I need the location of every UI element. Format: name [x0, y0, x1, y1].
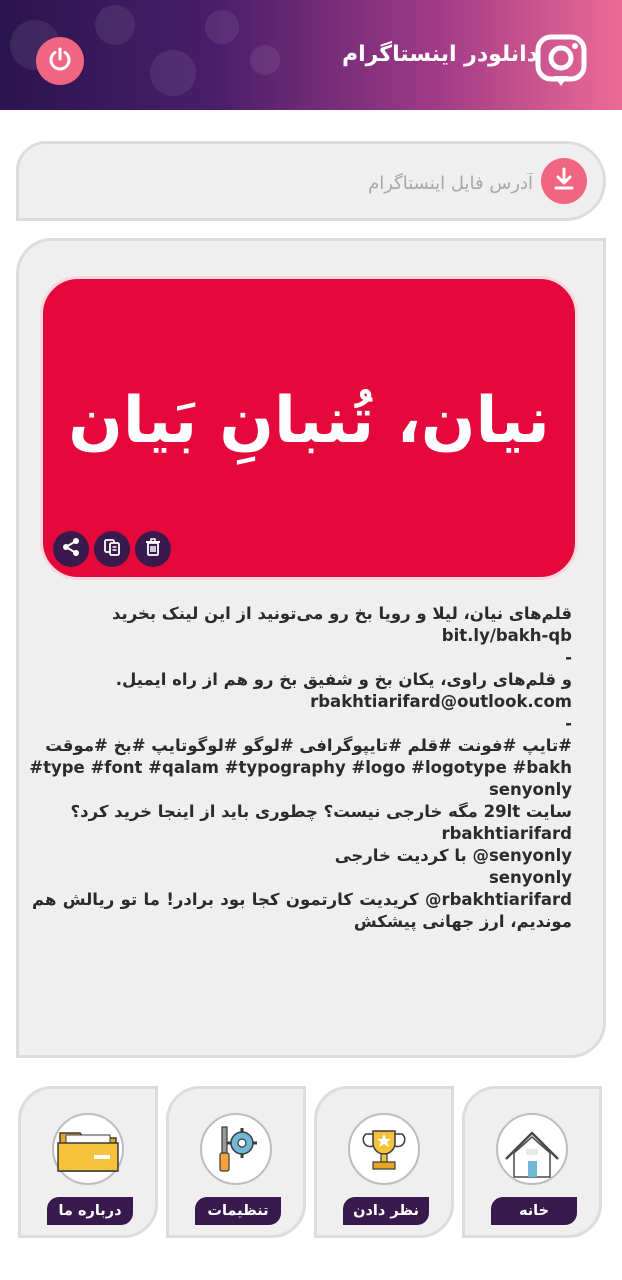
trophy-icon: [348, 1113, 420, 1185]
media-actions: [53, 531, 171, 567]
caption-line: rbakhtiarifard: [441, 824, 572, 843]
url-bar: [16, 141, 606, 221]
caption-line: bit.ly/bakh-qb: [441, 626, 572, 645]
caption-line: -: [565, 714, 572, 733]
settings-tools-icon: [200, 1113, 272, 1185]
bottom-nav: [18, 1086, 604, 1238]
instagram-download-icon: [532, 34, 590, 90]
media-text: نیان، تُنبانِ بَیان: [68, 384, 550, 458]
download-icon: [551, 166, 577, 196]
power-button[interactable]: [36, 37, 84, 85]
instagram-url-input[interactable]: [73, 166, 533, 200]
caption-line: -: [565, 648, 572, 667]
folder-icon: [52, 1113, 124, 1185]
share-icon: [61, 537, 81, 561]
caption-line: قلم‌های نیان، لیلا و رویا بخ رو می‌تونید از این لینک بخرید: [111, 604, 572, 623]
caption-line: و قلم‌های راوی، یکان بخ و شفیق بخ رو هم از راه ایمیل.: [115, 670, 572, 689]
nav-item-home[interactable]: [462, 1086, 602, 1238]
delete-button[interactable]: [135, 531, 171, 567]
caption-line: rbakhtiarifard@outlook.com: [310, 692, 572, 711]
nav-item-settings[interactable]: [166, 1086, 306, 1238]
home-icon: [496, 1113, 568, 1185]
caption-line: type #font #qalam #typography #logo #logotype #bakh#: [29, 758, 572, 777]
header-decoration: [205, 10, 239, 44]
header-decoration: [150, 50, 196, 96]
caption-line: senyonly: [488, 780, 572, 799]
nav-item-feedback[interactable]: [314, 1086, 454, 1238]
share-button[interactable]: [53, 531, 89, 567]
copy-icon: [102, 537, 122, 561]
caption-line: #تایپ #فونت #قلم #تایپوگرافی #لوگو #لوگوتایپ #بخ #موقت: [45, 736, 572, 755]
nav-label-home: خانه: [491, 1197, 577, 1225]
copy-button[interactable]: [94, 531, 130, 567]
post-card: [16, 238, 606, 1058]
power-icon: [47, 46, 73, 76]
app-title: دانلودر اینستاگرام: [341, 42, 538, 67]
header-decoration: [95, 5, 135, 45]
post-media[interactable]: [40, 276, 578, 580]
caption-line: senyonly: [488, 868, 572, 887]
nav-label-settings: تنظیمات: [195, 1197, 281, 1225]
caption-line: rbakhtiarifard@ کریدیت کارتمون کجا بود برادر! ما تو ریالش هم موندیم، ارز جهانی پیشکش: [32, 890, 572, 931]
trash-icon: [143, 537, 163, 561]
app-header: [0, 0, 622, 110]
header-decoration: [250, 45, 280, 75]
nav-label-about: درباره ما: [47, 1197, 133, 1225]
caption-line: سایت 29lt مگه خارجی نیست؟ چطوری باید از اینجا خرید کرد؟: [70, 802, 572, 821]
download-button[interactable]: [541, 158, 587, 204]
post-caption: [29, 603, 572, 933]
caption-line: senyonly@ با کردیت خارجی: [334, 846, 572, 865]
nav-label-feedback: نظر دادن: [343, 1197, 429, 1225]
nav-item-about[interactable]: [18, 1086, 158, 1238]
